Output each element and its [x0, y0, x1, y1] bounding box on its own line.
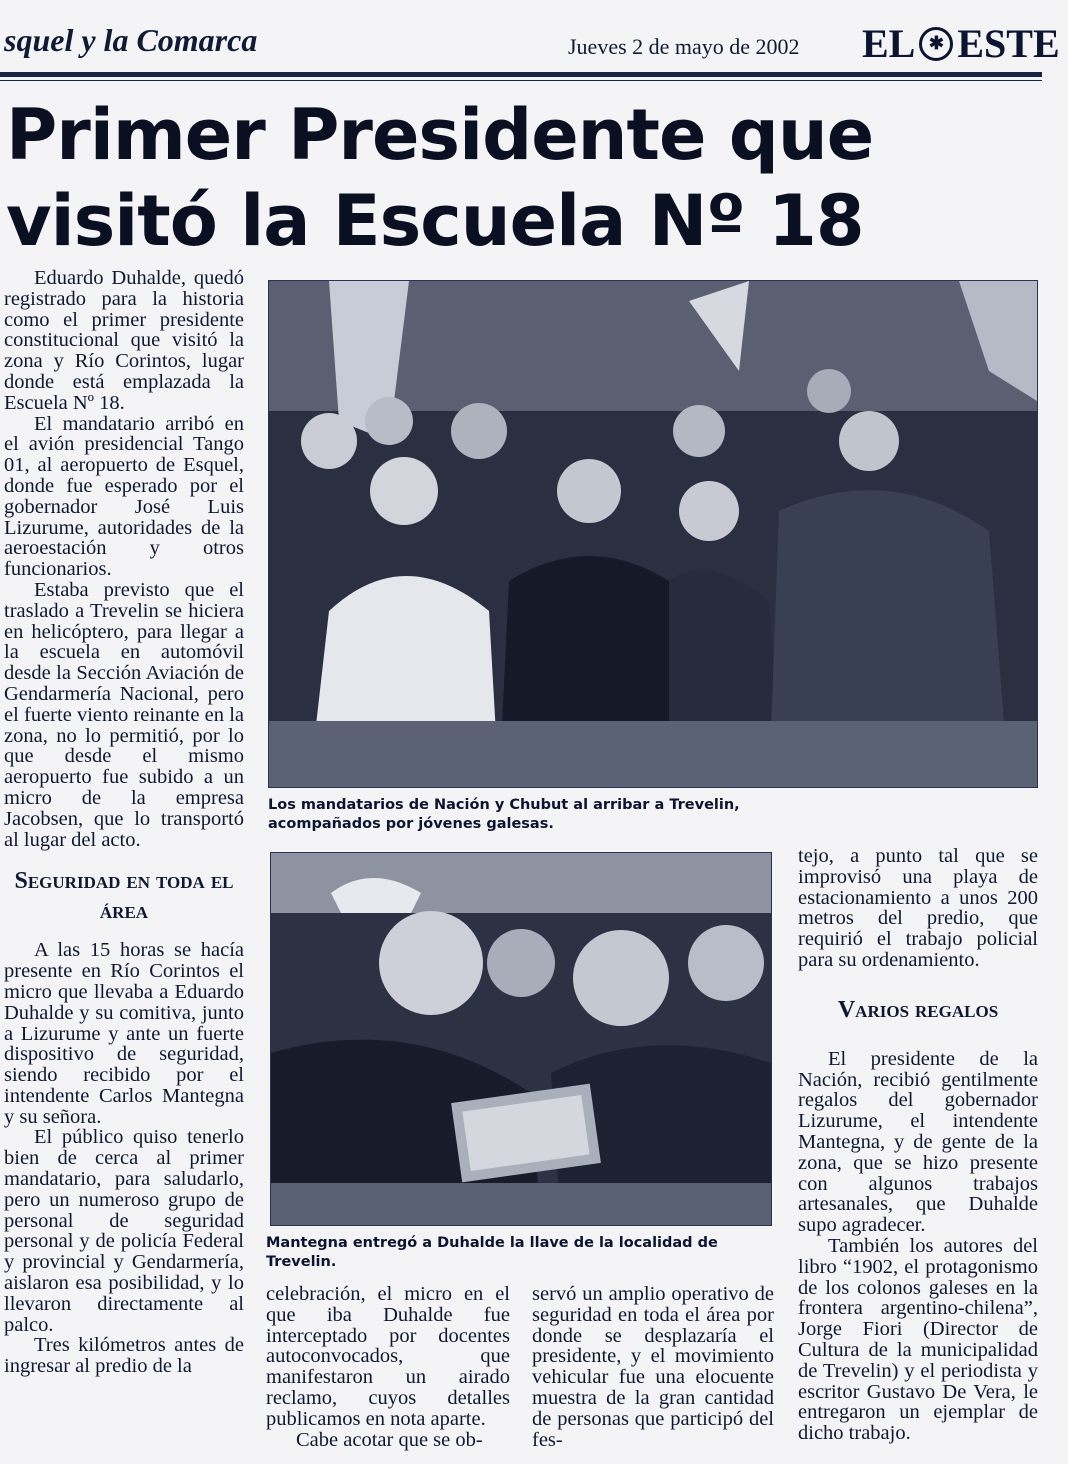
section-name: squel y la Comarca [4, 22, 258, 58]
subhead-seguridad: Seguridad en toda el área [14, 868, 234, 925]
paragraph: El mandatario arribó en el avión presidencial Tango 01, al aeropuerto de Esquel, donde fue esperado por el gobernador José Luis Lizurume, autoridades de la aeroestación y otros funcionarios. [4, 412, 244, 581]
masthead-este: ESTE [957, 21, 1060, 66]
handover-photo-image [271, 853, 771, 1225]
masthead-el: EL [862, 21, 916, 66]
paragraph: servó un amplio operativo de seguridad en toda el área por donde se desplazaría el presidente, y el movimiento vehicular fue una elocuente muestra de la gran cantidad de personas que participó del fes- [532, 1283, 774, 1451]
photo-arrival [268, 280, 1038, 788]
paragraph: Eduardo Duhalde, quedó registrado para la historia como el primer presidente constitucional que visitó la zona y Río Corintos, lugar donde está emplazada la Escuela Nº 18. [4, 267, 244, 414]
article-column-1 [4, 268, 244, 1377]
headline: Primer Presidente que visitó la Escuela Nº 18 [6, 94, 874, 262]
paragraph: El público quiso tenerlo bien de cerca al primer mandatario, para saludarlo, pero un numeroso grupo de personal de seguridad personal y de policía Federal y provincial y Gendarmería, aislaron esa posibilidad, y lo llevaron directamente al palco. [4, 1126, 244, 1336]
article-column-2 [266, 1284, 510, 1450]
photo-caption-arrival: Los mandatarios de Nación y Chubut al arribar a Trevelin, acompañados por jóvenes galesas. [268, 797, 740, 832]
paragraph: Cabe acotar que se ob- [296, 1428, 483, 1451]
crowd-photo-image [269, 281, 1037, 787]
compass-rose-icon: ✱ [919, 27, 953, 61]
paragraph: El presidente de la Nación, recibió gentilmente regalos del gobernador Lizurume, el intendente Mantegna, y de gente de la zona, que se hizo presente con algunos trabajos artesanales, que Duhalde supo agradecer. [798, 1047, 1038, 1237]
publication-date: Jueves 2 de mayo de 2002 [568, 34, 800, 59]
photo-caption-handover: Mantegna entregó a Duhalde la llave de la localidad de Trevelin. [266, 1235, 718, 1270]
masthead [862, 20, 1060, 67]
paragraph: Estaba previsto que el traslado a Trevelin se hiciera en helicóptero, para llegar a la escuela en automóvil desde la Sección Aviación de Gendarmería Nacional, pero el fuerte viento reinante en la zona, no lo permitió, por lo que desde el mismo aeropuerto fue subido a un micro de la empresa Jacobsen, que lo transportó al lugar del acto. [4, 578, 244, 851]
paragraph: También los autores del libro “1902, el protagonismo de los colonos galeses en la frontera argentino-chilena”, Jorge Fiori (Director de Cultura de la municipalidad de Trevelin) y el periodista y escritor Gustavo De Vera, le entregaron un ejemplar de dicho trabajo. [798, 1234, 1038, 1445]
article-column-3 [532, 1284, 774, 1450]
paragraph: celebración, el micro en el que iba Duhalde fue interceptado por docentes autoconvocados, que manifestaron un airado reclamo, cuyos detalles publicamos en nota aparte. [266, 1283, 510, 1430]
paragraph: Tres kilómetros antes de ingresar al predio de la [4, 1334, 244, 1378]
header-rule [0, 72, 1042, 77]
header-rule-thin [0, 80, 1042, 81]
photo-key-handover [270, 852, 772, 1226]
paragraph: A las 15 horas se hacía presente en Río Corintos el micro que llevaba a Eduardo Duhalde y su comitiva, junto a Lizurume y ante un fuerte dispositivo de seguridad, siendo recibido por el intendente Carlos Mantegna y su señora. [4, 939, 244, 1128]
subhead-varios-regalos: Varios regalos [837, 996, 999, 1023]
paragraph: tejo, a punto tal que se improvisó una playa de estacionamiento a unos 200 metros del predio, que requirió el trabajo policial para su ordenamiento. [798, 845, 1038, 971]
article-column-4 [798, 846, 1038, 1444]
